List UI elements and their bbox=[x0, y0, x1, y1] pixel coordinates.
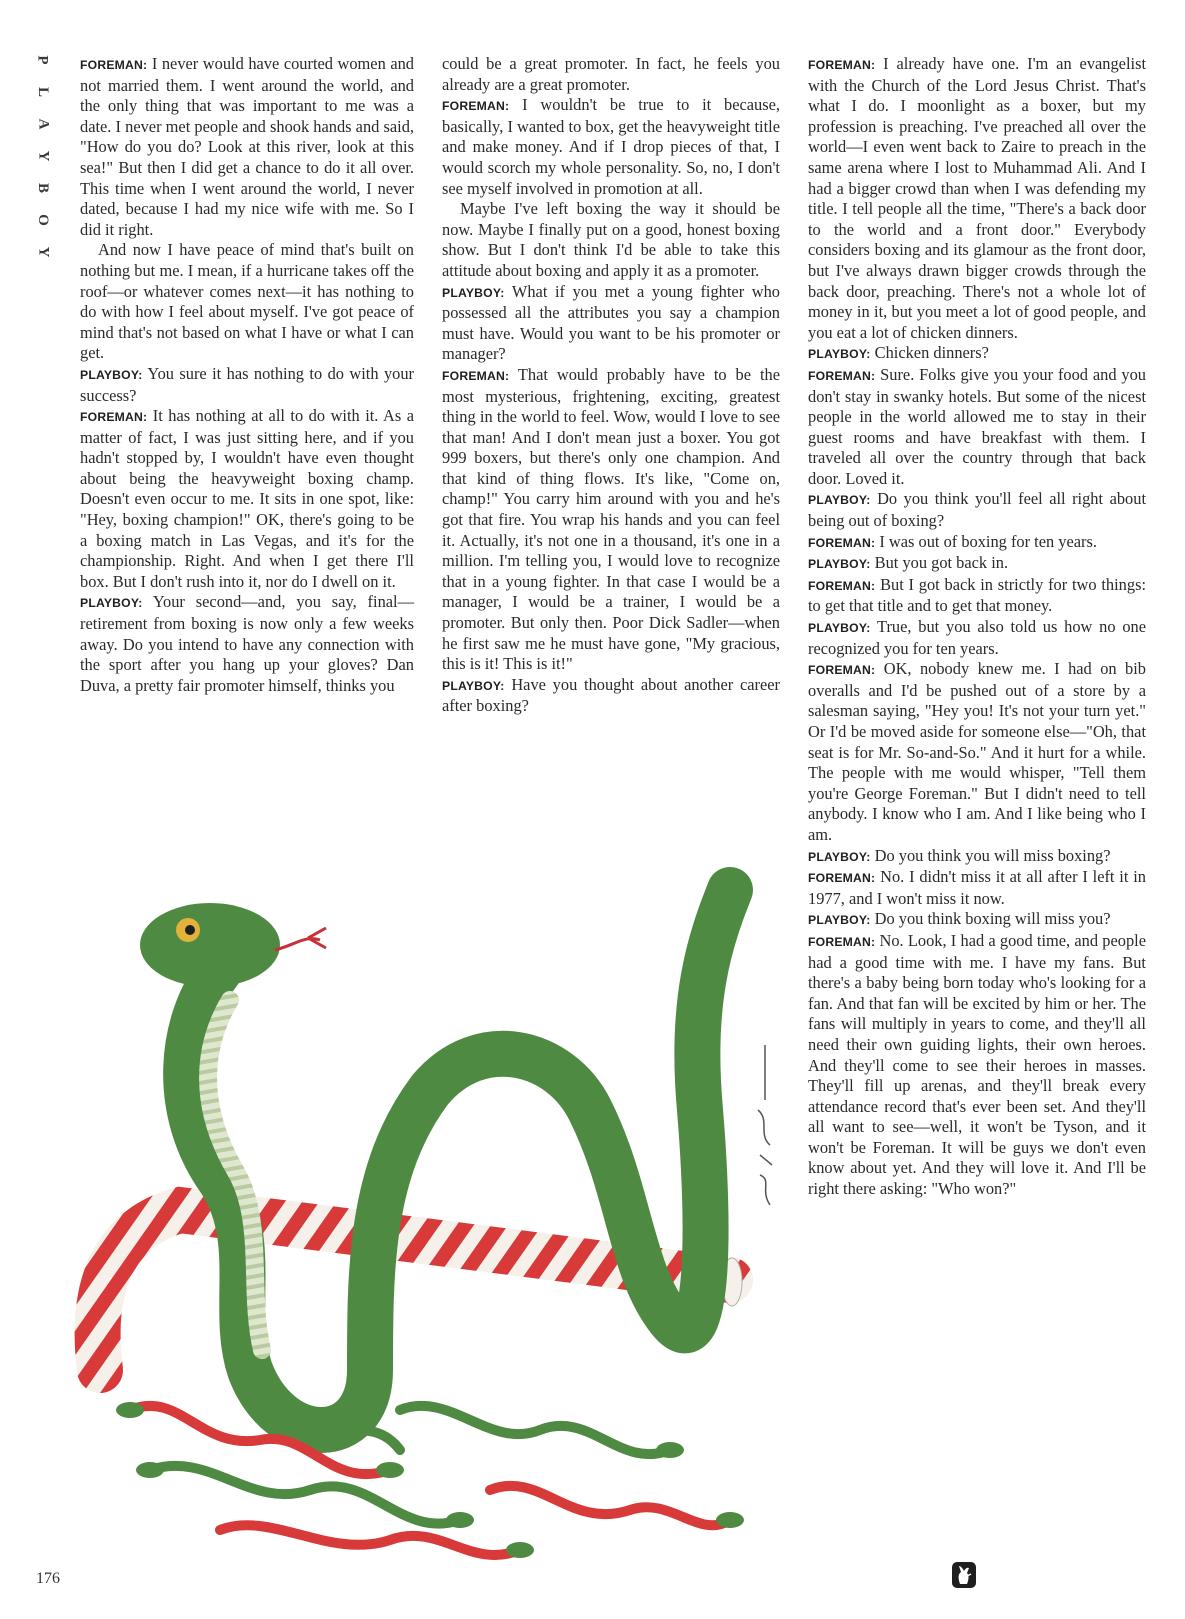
snake-candy-cane-illustration bbox=[70, 850, 790, 1590]
speaker-label: PLAYBOY: bbox=[808, 557, 871, 572]
speaker-label: FOREMAN: bbox=[808, 368, 876, 383]
paragraph-text: It has nothing at all to do with it. As a matter of fact, I was just sitting here, and if you hadn't stopped by, I wouldn't have even thought about being the heavyweight boxing champ. Doesn't even occur to me. It sits in one spot, like: "Hey, boxing champion!" OK, there's going to be a boxing match in Las Vegas, and it's for the championship. Right. And when I get there I'll box. But I don't rush into it, nor do I dwell on it. bbox=[80, 406, 414, 591]
paragraph-text: You sure it has nothing to do with your success? bbox=[80, 363, 414, 405]
speaker-label: FOREMAN: bbox=[808, 663, 876, 678]
paragraph bbox=[808, 365, 1146, 490]
speaker-label: FOREMAN: bbox=[442, 368, 510, 383]
paragraph bbox=[808, 532, 1146, 554]
paragraph-text: But you got back in. bbox=[870, 553, 1009, 573]
baby-snakes bbox=[130, 1406, 730, 1555]
speaker-label: PLAYBOY: bbox=[80, 367, 143, 382]
paragraph bbox=[80, 364, 414, 406]
speaker-label: PLAYBOY: bbox=[808, 621, 871, 636]
paragraph bbox=[442, 365, 780, 675]
speaker-label: PLAYBOY: bbox=[808, 347, 871, 362]
paragraph-text: I already have one. I'm an evangelist with the Church of the Lord Jesus Christ. That's what I do. I moonlight as a boxer, but my profession is preaching. I've preached all over the world—I even went back to Zaire to preach in the same arena where I lost to Muhammad Ali. And I had a bigger crowd than when I was defending my title. I tell people all the time, "There's a back door to the world and a front door." Everybody considers boxing and its glamour as the front door, but I've always drawn bigger crowds through the back door, preaching. There's not a whole lot of money in it, but you meet a lot of good people, and you eat a lot of chicken dinners. bbox=[808, 54, 1146, 342]
magazine-spine-title bbox=[32, 50, 54, 262]
spine-letter: B bbox=[34, 182, 51, 194]
spine-letter: O bbox=[34, 214, 51, 226]
paragraph-text: No. Look, I had a good time, and people had a good time with me. I have my fans. But there's a baby being born today who's looking for a fan. And that fan will be excited by him or her. The fans will multiply in years to come, and they'll all need their own guiding lights, their own heroes. And they'll come to see their heroes in masses. They'll fill up arenas, and they'll break every attendance record that's ever been set. And they'll all want to see—well, it won't be Tyson, and it won't be Foreman. It will be guys we don't even know about yet. And they will love it. And I'll be right there asking: "Who won?" bbox=[808, 930, 1146, 1199]
paragraph bbox=[80, 54, 414, 240]
speaker-label: FOREMAN: bbox=[808, 934, 876, 949]
speaker-label: FOREMAN: bbox=[808, 578, 876, 593]
paragraph-text: I never would have courted women and not married them. I went around the world, and the only thing that was important to me was a date. I never met people and shook hands and said, "How do you do? Look at this river, look at this sea!" But then I did get a chance to do it all over. This time when I went around the world, I never dated, because I had my nice wife with me. So I did it right. bbox=[80, 54, 414, 239]
paragraph bbox=[808, 846, 1146, 868]
paragraph bbox=[808, 931, 1146, 1200]
speaker-label: PLAYBOY: bbox=[442, 678, 505, 693]
paragraph-text: OK, nobody knew me. I had on bib overalls and I'd be pushed out of a store by a salesman saying, "Hey you! It's not your turn yet." Or I'd be moved aside for someone else—"Oh, that seat is for Mr. So-and-So." And it hurt for a while. The people with me would whisper, "Tell them you're George Foreman." But I didn't need to tell anybody. I know who I am. And I like being who I am. bbox=[808, 659, 1146, 844]
paragraph-text: Do you think you'll feel all right about being out of boxing? bbox=[808, 489, 1146, 531]
text-column-3 bbox=[808, 54, 1146, 1200]
speaker-label: FOREMAN: bbox=[80, 410, 148, 425]
spine-letter: L bbox=[34, 86, 51, 98]
paragraph bbox=[442, 675, 780, 717]
speaker-label: FOREMAN: bbox=[808, 871, 876, 886]
speaker-label: FOREMAN: bbox=[80, 58, 148, 72]
speaker-label: FOREMAN: bbox=[442, 99, 510, 114]
speaker-label: FOREMAN: bbox=[808, 535, 876, 550]
paragraph bbox=[808, 575, 1146, 617]
artist-signature bbox=[750, 1040, 780, 1210]
paragraph bbox=[808, 617, 1146, 659]
paragraph bbox=[808, 909, 1146, 931]
paragraph-text: No. I didn't miss it at all after I left it in 1977, and I won't miss it now. bbox=[808, 867, 1146, 908]
paragraph-text: Your second—and, you say, final—retirement from boxing is now only a few weeks away. Do you intend to have any connection with the sport after you hang up your gloves? Dan Duva, a pretty fair promoter himself, thinks you bbox=[80, 592, 414, 695]
paragraph-text: What if you met a young fighter who possessed all the attributes you say a champion must have. Would you want to be his promoter or manager? bbox=[442, 281, 780, 364]
speaker-label: PLAYBOY: bbox=[808, 493, 871, 508]
paragraph-text: Do you think boxing will miss you? bbox=[870, 909, 1111, 929]
paragraph bbox=[442, 282, 780, 365]
paragraph bbox=[808, 54, 1146, 343]
text-column-1 bbox=[80, 54, 414, 696]
paragraph-text: I wouldn't be true to it because, basically, I wanted to box, get the heavyweight title and make money. And if I drop pieces of that, I would scorch my whole personality. So, no, I don't see myself involved in promotion at all. bbox=[442, 95, 780, 198]
paragraph bbox=[442, 95, 780, 199]
paragraph bbox=[808, 867, 1146, 909]
rabbit-head-end-mark-icon bbox=[952, 1562, 976, 1588]
paragraph-text: Chicken dinners? bbox=[870, 343, 989, 363]
paragraph-text: could be a great promoter. In fact, he feels you already are a great promoter. bbox=[442, 54, 780, 94]
page-number: 176 bbox=[36, 1570, 60, 1587]
spine-letter: P bbox=[34, 55, 51, 65]
paragraph-text: Maybe I've left boxing the way it should be now. Maybe I finally put on a good, honest boxing show. But I don't think I'd be able to take this attitude about boxing and apply it as a promoter. bbox=[442, 199, 780, 280]
paragraph bbox=[442, 199, 780, 281]
paragraph-text: But I got back in strictly for two things: to get that title and to get that money. bbox=[808, 574, 1146, 616]
paragraph bbox=[442, 54, 780, 95]
paragraph bbox=[808, 553, 1146, 575]
paragraph-text: Have you thought about another career after boxing? bbox=[442, 674, 780, 716]
speaker-label: PLAYBOY: bbox=[442, 285, 505, 300]
spine-letter: A bbox=[35, 118, 51, 130]
speaker-label: FOREMAN: bbox=[808, 58, 876, 72]
paragraph bbox=[808, 343, 1146, 365]
paragraph-text: Sure. Folks give you your food and you don't stay in swanky hotels. But some of the nicest people in the world allowed me to stay in their guest rooms and have breakfast with them. I traveled all over the country through that back door. Loved it. bbox=[808, 364, 1146, 488]
spine-letter: Y bbox=[35, 246, 51, 258]
paragraph bbox=[80, 240, 414, 364]
paragraph-text: That would probably have to be the most mysterious, frightening, exciting, greatest thing in the world to feel. Wow, would I love to see that man! And I don't mean just a boxer. You got 999 boxers, but there's only one champion. And that kind of thing flows. It's like, "Come on, champ!" You carry him around with you and he's got that fire. You wrap his hands and you can feel it. Actually, it's not one in a thousand, it's one in a million. I'm telling you, I would love to recognize that in a young fighter. In that case I would be a manager, I would be a trainer, I would be a promoter. But only then. Poor Dick Sadler—when he first saw me he must have gone, "My gracious, this is it! This is it!" bbox=[442, 364, 780, 674]
paragraph-text: And now I have peace of mind that's built on nothing but me. I mean, if a hurricane takes off the roof—or whatever comes next—it has nothing to do with how I feel about myself. I've got peace of mind that's not based on what I have or what I can get. bbox=[80, 240, 414, 363]
paragraph bbox=[80, 406, 414, 592]
paragraph bbox=[808, 489, 1146, 531]
paragraph-text: I was out of boxing for ten years. bbox=[875, 531, 1097, 551]
paragraph bbox=[808, 659, 1146, 845]
speaker-label: PLAYBOY: bbox=[808, 849, 871, 864]
paragraph-text: Do you think you will miss boxing? bbox=[870, 845, 1111, 865]
snake-head bbox=[140, 903, 280, 987]
spine-letter: Y bbox=[35, 150, 51, 162]
speaker-label: PLAYBOY: bbox=[808, 913, 871, 928]
paragraph bbox=[80, 592, 414, 696]
speaker-label: PLAYBOY: bbox=[80, 596, 143, 611]
paragraph-text: True, but you also told us how no one recognized you for ten years. bbox=[808, 617, 1146, 658]
text-column-2 bbox=[442, 54, 780, 717]
